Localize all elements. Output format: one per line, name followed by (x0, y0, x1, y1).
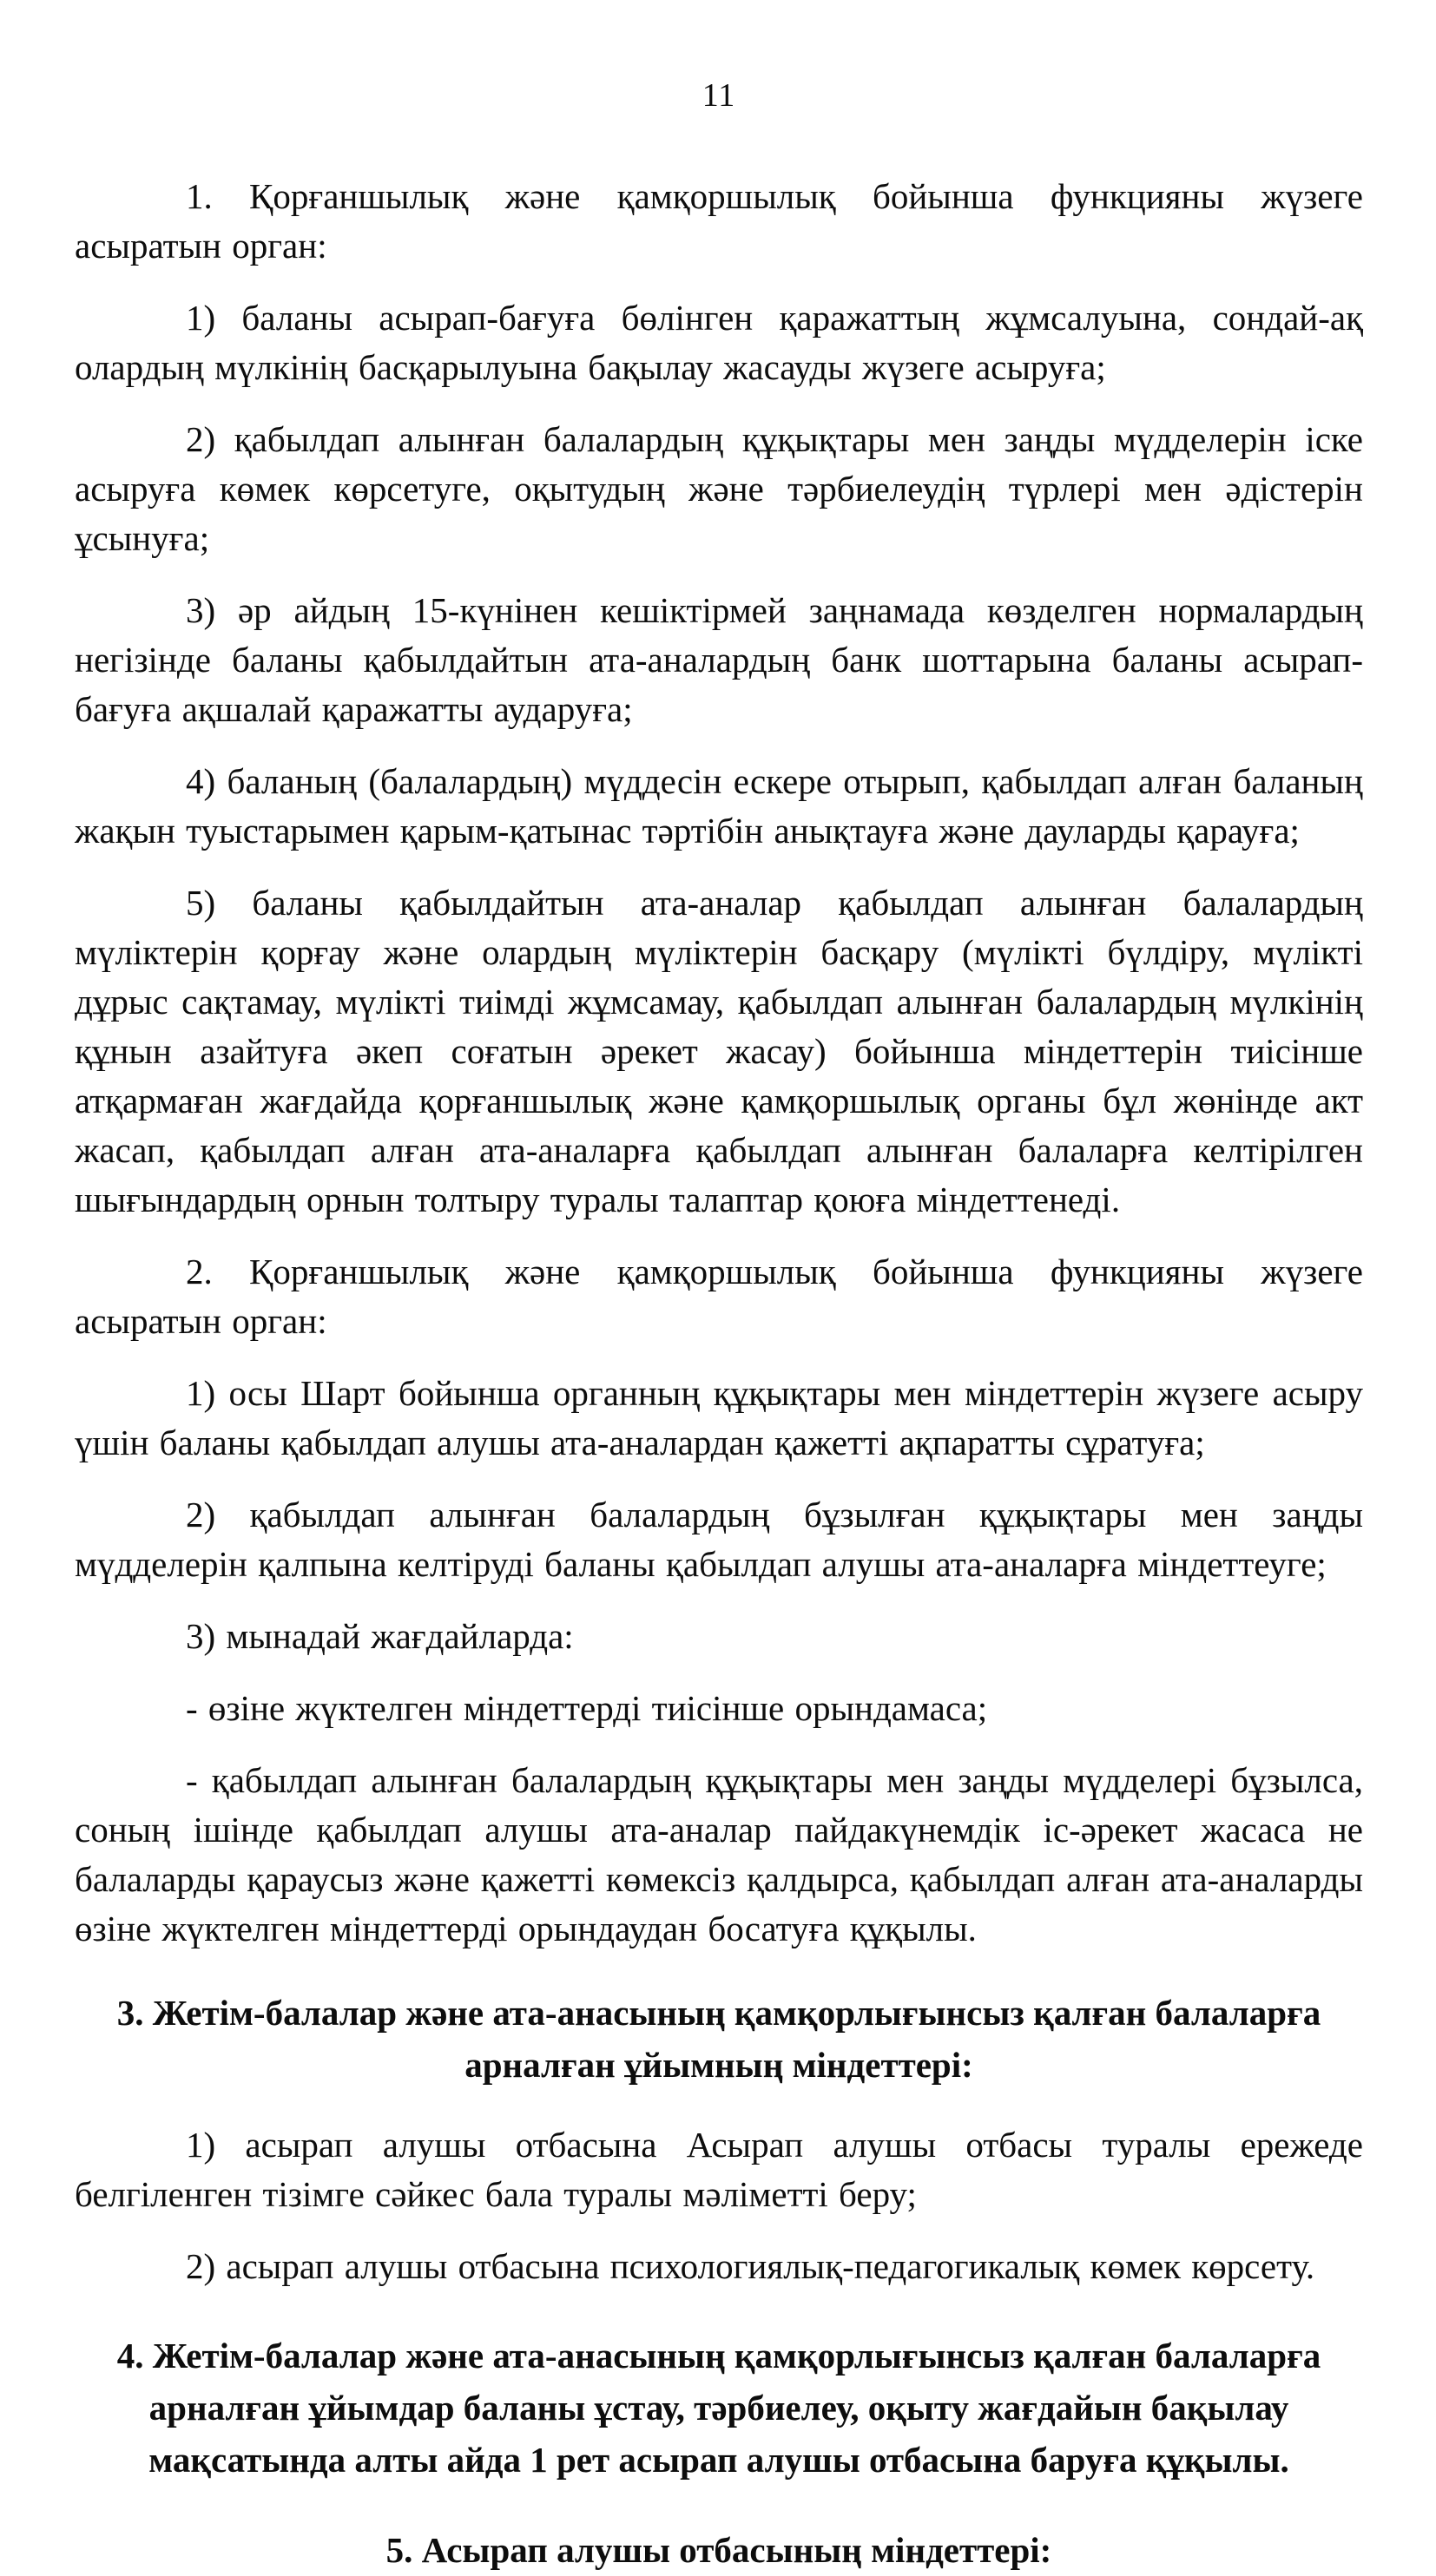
paragraph-section2-item2: 2) қабылдап алынған балалардың бұзылған құқықтары мен заңды мүдделерін қалпына келтіруді баланы қабылдап алушы ата-аналарға міндеттеуге; (75, 1494, 1363, 1584)
paragraph-section2-dash2: - қабылдап алынған балалардың құқықтары мен заңды мүдделері бұзылса, соның ішінде қабылдап алушы ата-аналар пайдакүнемдік іс-әрекет жасаса не балаларды қараусыз және қажетті көмексіз қалдырса, қабылдап алған ата-аналарды өзіне жүктелген міндеттерді орындаудан босатуға құқылы. (75, 1759, 1363, 1948)
section-heading-3: 3. Жетім-балалар және ата-анасының қамқорлығынсыз қалған балаларға арналған ұйымның міндеттері: (116, 1992, 1321, 2085)
paragraph-section1-item2: 2) қабылдап алынған балалардың құқықтары мен заңды мүдделерін іске асыруға көмек көрсетуге, оқытудың және тәрбиелеудің түрлері мен әдістерін ұсынуға; (75, 418, 1363, 558)
paragraph-section1-intro: 1. Қорғаншылық және қамқоршылық бойынша функцияны жүзеге асыратын орган: (75, 175, 1363, 266)
paragraph-section3-item1: 1) асырап алушы отбасына Асырап алушы отбасы туралы ережеде белгіленген тізімге сәйкес бала туралы мәліметті беру; (75, 2124, 1363, 2214)
paragraph-section2-intro: 2. Қорғаншылық және қамқоршылық бойынша функцияны жүзеге асыратын орган: (75, 1251, 1363, 1341)
paragraph-section3-item2: 2) асырап алушы отбасына психологиялық-педагогикалық көмек көрсету. (186, 2245, 1315, 2286)
paragraph-section2-item1: 1) осы Шарт бойынша органның құқықтары мен міндеттерін жүзеге асыру үшін баланы қабылдап алушы ата-аналардан қажетті ақпаратты сұратуға; (75, 1372, 1363, 1462)
paragraph-section1-item1: 1) баланы асырап-бағуға бөлінген қаражаттың жұмсалуына, сондай-ақ олардың мүлкінің басқарылуына бақылау жасауды жүзеге асыруға; (75, 297, 1363, 387)
paragraph-section1-item5: 5) баланы қабылдайтын ата-аналар қабылдап алынған балалардың мүліктерін қорғау және олардың мүліктерін басқару (мүлікті бүлдіру, мүлікті дұрыс сақтамау, мүлікті тиімді жұмсамау, қабылдап алынған балалардың мүлкінің құнын азайтуға әкеп соғатын әрекет жасау) бойынша міндеттерін тиісінше атқармаған жағдайда қорғаншылық және қамқоршылық органы бұл жөнінде акт жасап, қабылдап алған ата-аналарға қабылдап алынған балаларға келтірілген шығындардың орнын толтыру туралы талаптар қоюға міндеттенеді. (75, 882, 1363, 1219)
paragraph-section2-dash1: - өзіне жүктелген міндеттерді тиісінше орындамаса; (186, 1687, 988, 1728)
section-heading-5: 5. Асырап алушы отбасының міндеттері: (385, 2529, 1052, 2570)
section-heading-4: 4. Жетім-балалар және ата-анасының қамқорлығынсыз қалған балаларға арналған ұйымдар баланы ұстау, тәрбиелеу, оқыту жағдайын бақылау мақсатында алты айда 1 рет асырап алушы отбасына баруға құқылы. (116, 2335, 1321, 2480)
paragraph-section1-item4: 4) баланың (балалардың) мүддесін ескере отырып, қабылдап алған баланың жақын туыстарымен қарым-қатынас тәртібін анықтауға және дауларды қарауға; (75, 760, 1363, 851)
page-number: 11 (702, 77, 736, 114)
paragraph-section1-item3: 3) әр айдың 15-күнінен кешіктірмей заңнамада көзделген нормалардың негізінде баланы қабылдайтын ата-аналардың банк шоттарына баланы асырап-бағуға ақшалай қаражатты аударуға; (75, 589, 1363, 729)
paragraph-section2-item3: 3) мынадай жағдайларда: (186, 1615, 574, 1656)
